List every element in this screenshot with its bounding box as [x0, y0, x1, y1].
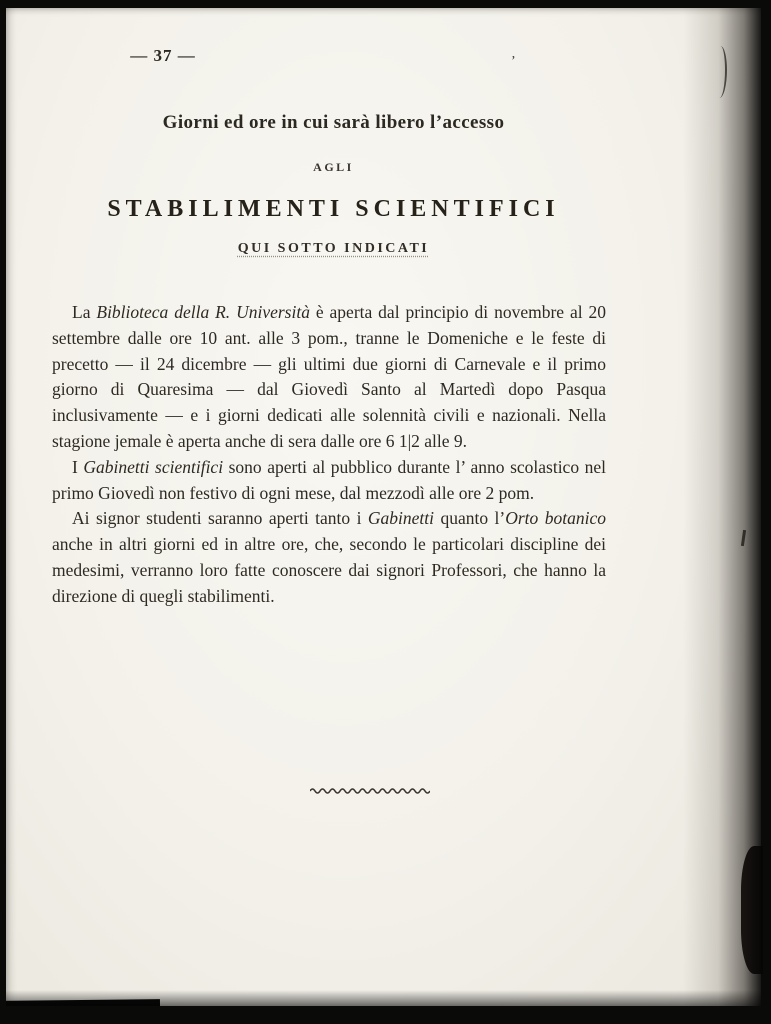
text-segment: anche in altri giorni ed in altre ore, che, secondo le particolari discipline dei medesimi, verranno loro fatte conoscere dai signori Professori, che hanno la direzione di quegli stabilimenti.: [52, 534, 606, 606]
text-segment-italic: Biblioteca della R. Università: [96, 302, 310, 322]
text-segment-italic: Gabinetti: [367, 508, 435, 529]
text-segment: sono aperti al pubblico durante l’ anno scolastico nel primo Giovedì non festivo di ogni mese, dal mezzodì alle ore 2 pom.: [52, 456, 606, 503]
text-segment-italic: Gabinetti scientifici: [83, 456, 224, 477]
text-segment: è aperta dal principio di novembre al 20 settembre dalle ore 10 ant. alle 3 pom., tranne le Domeniche e le feste di precetto — il 24 dicembre — gli ultimi due giorni di Carnevale e il primo giorno di Quaresima — dal Giovedì Santo al Martedì dopo Pasqua inclusivamente — e i giorni dedicati alle solennità civili e nazionali. Nella stagione jemale è aperta anche di sera dalle ore 6 1|2 alle 9.: [52, 302, 606, 451]
heading-sub: [6, 241, 661, 257]
page-number: — 37 —: [130, 46, 196, 65]
scan-tick-artifact: [741, 530, 746, 546]
paragraph-biblioteca: [52, 300, 606, 455]
ink-blob-artifact: [741, 846, 763, 974]
heading-main-title: STABILIMENTI SCIENTIFICI: [107, 196, 560, 222]
squiggle-divider-icon: [310, 786, 430, 796]
bottom-scan-shadow: [6, 990, 761, 1006]
heading-agli: AGLI: [313, 160, 354, 174]
paragraph-gabinetti: [52, 455, 606, 507]
paper-page: [6, 8, 761, 1006]
heading-sub-text: QUI SOTTO INDICATI: [237, 241, 430, 256]
text-segment: La: [72, 302, 97, 322]
body-text: [52, 300, 606, 610]
paragraph-studenti: [52, 506, 606, 609]
page-title: Giorni ed ore in cui sarà libero l’accesso: [162, 112, 505, 133]
text-segment: I: [72, 456, 84, 477]
text-segment: quanto l’: [434, 508, 506, 529]
text-segment-italic: Orto botanico: [505, 508, 606, 529]
text-segment: Ai signor studenti saranno aperti tanto i: [72, 508, 368, 529]
right-scan-shadow: [683, 8, 761, 1006]
scan-hairline-artifact: [713, 46, 727, 98]
edge-notch-artifact: [0, 999, 160, 1011]
scan-speck-artifact: ’: [511, 54, 516, 69]
